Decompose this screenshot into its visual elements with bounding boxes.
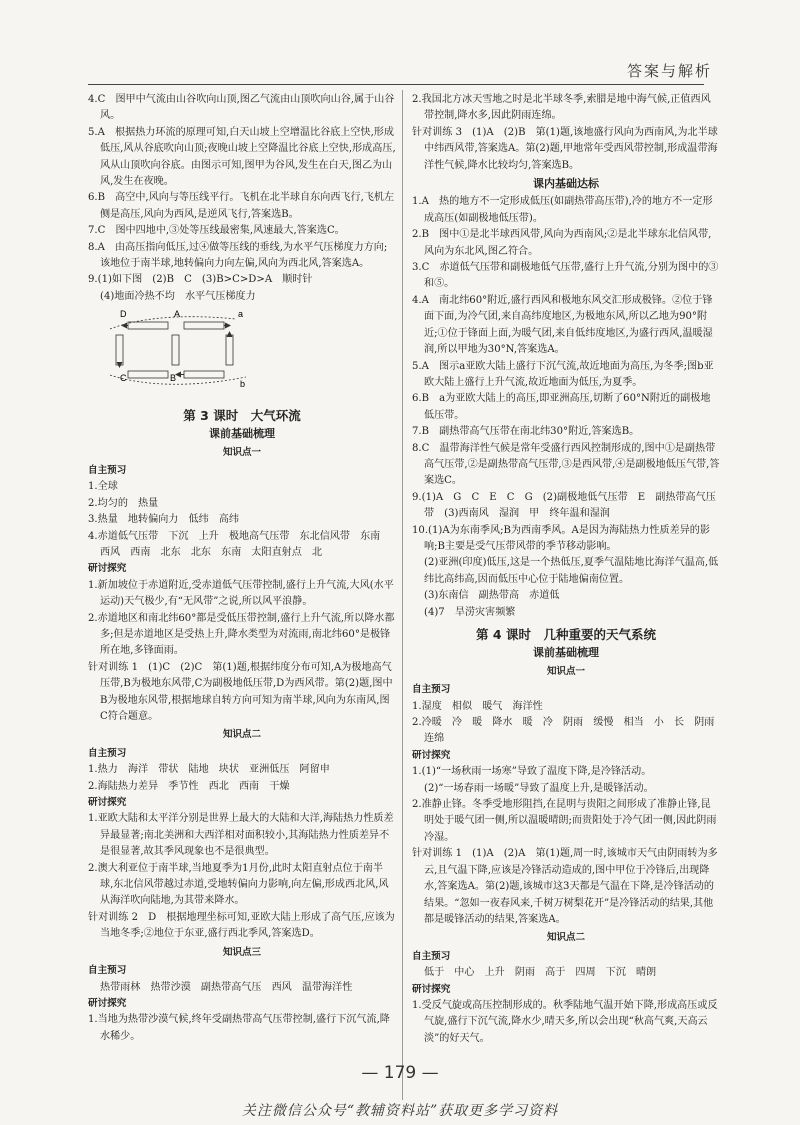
self-study-heading: 自主预习 — [412, 950, 451, 962]
lesson-4-title: 第 4 课时 几种重要的天气系统 — [476, 627, 656, 642]
in-class-item: 2.B 图中①是北半球西风带,风向为西南风;②是北半球东北信风带,风向为东北风,图乙符合。 — [412, 229, 712, 257]
self-study-heading: 自主预习 — [412, 684, 451, 696]
answer-9-part4: (4)地面冷热不均 水平气压梯度力 — [100, 290, 256, 302]
footer-note: 关注微信公众号“教辅资料站”获取更多学习资料 — [241, 1103, 559, 1119]
in-class-item: (3)东南信 副热带高 赤道低 — [424, 590, 560, 602]
label-a: A — [174, 309, 181, 320]
label-b: B — [170, 373, 177, 384]
self-study-item: 1.湿度 相似 暖气 海洋性 — [412, 700, 543, 712]
self-study-item: 热带雨林 热带沙漠 副热带高气压 西风 温带海洋性 — [100, 981, 353, 993]
discussion-item: 2.赤道地区和南北纬60°都是受低压带控制,盛行上升气流,所以降水都多;但是赤道地区是受热上升,降水类型为对流雨,南北纬60°是极锋所在地,多锋面雨。 — [88, 612, 395, 657]
discussion-item: 1.新加坡位于赤道附近,受赤道低气压带控制,盛行上升气流,大风(水平运动)天气极少,有“无风带”之说,所以风平浪静。 — [88, 579, 394, 608]
answer-8: 8.A 由高压指向低压,过④做等压线的垂线,为水平气压梯度力方向;该地位于南半球,地转偏向力向左偏,风向为西北风,答案选A。 — [88, 241, 388, 270]
self-study-item: 2.冷暖 冷 暖 降水 暖 冷 阴雨 缓慢 相当 小 长 阴雨连绵 — [412, 717, 715, 745]
knowledge-point-3: 知识点三 — [222, 946, 261, 958]
self-study-heading: 自主预习 — [88, 464, 127, 476]
discussion-item: 1.亚欧大陆和太平洋分别是世界上最大的大陆和大洋,海陆热力性质差异最显著;南北美洲和大西洋相对面积较小,其海陆热力性质差异不是很显著,故其季风现象也不是很典型。 — [88, 813, 394, 858]
self-study-heading: 自主预习 — [88, 965, 127, 977]
in-class-item: 8.C 温带海洋性气候是常年受盛行西风控制形成的,图中①是副热带高气压带,②是副热带高气压带,③是西风带,④是副极地低压气带,答案选C。 — [412, 442, 720, 487]
discussion-heading: 研讨探究 — [88, 797, 127, 809]
answer-7: 7.C 图中四地中,③处等压线最密集,风速最大,答案选C。 — [88, 225, 345, 237]
in-class-heading: 课内基础达标 — [533, 177, 599, 191]
in-class-item: 4.A 南北纬60°附近,盛行西风和极地东风交汇形成极锋。②位于锋面下面,为冷气团,来自高纬度地区,为极地东风,所以乙地为90°附近;①位于锋面上面,为暖气团,来自低纬度地区,为盛行西风,温暖湿润,所以甲地为30°N,答案选A。 — [412, 294, 713, 356]
practice-2: 针对训练 2 D 根据地理坐标可知,亚欧大陆上形成了高气压,应该为当地冬季;②地位于东亚,盛行西北季风,答案选D。 — [88, 911, 395, 940]
discussion-heading: 研讨探究 — [412, 749, 451, 761]
in-class-item: (2)亚洲(印度)低压,这是一个热低压,夏季气温陆地比海洋气温高,低纬比高纬高,因而低压中心位于陆地偏南位置。 — [424, 557, 719, 585]
in-class-item: 10.(1)A为东南季风;B为西南季风。A是因为海陆热力性质差异的影响;B主要是受气压带风带的季节移动影响。 — [412, 524, 710, 552]
discussion-item: 1.当地为热带沙漠气候,终年受副热带高气压带控制,盛行下沉气流,降水稀少。 — [88, 1014, 390, 1042]
in-class-item: 7.B 副热带高气压带在南北纬30°附近,答案选B。 — [412, 426, 640, 438]
discussion-item: 2.准静止锋。冬季受地形阻挡,在昆明与贵阳之间形成了准静止锋,昆明处于暖气团一侧,所以温暖晴朗;而贵阳处于冷气团一侧,因此阴雨冷湿。 — [412, 799, 717, 843]
answer-6: 6.B 高空中,风向与等压线平行。飞机在北半球自东向西飞行,飞机左侧是高压,风向为西风,是逆风飞行,答案选B。 — [88, 192, 395, 220]
in-class-item: 1.A 热的地方不一定形成低压(如副热带高压带),冷的地方不一定形成高压(如副极地低压带)。 — [412, 196, 713, 224]
discussion-heading: 研讨探究 — [412, 983, 451, 995]
discussion-item: 2.澳大利亚位于南半球,当地夏季为1月份,此时太阳直射点位于南半球,东北信风带越过赤道,受地转偏向力影响,向左偏,形成西北风,风从海洋吹向陆地,为其带来降水。 — [88, 862, 389, 907]
knowledge-point-2: 知识点二 — [222, 729, 261, 741]
self-study-item: 3.热量 地转偏向力 低纬 高纬 — [88, 514, 239, 526]
discussion-heading: 研讨探究 — [88, 563, 127, 575]
self-study-item: 4.赤道低气压带 下沉 上升 极地高气压带 东北信风带 东南 西风 西南 北东 北东 东南 太阳直射点 北 — [88, 530, 391, 558]
header-title: 答案与解析 — [626, 62, 712, 80]
in-class-item: 3.C 赤道低气压带和副极地低气压带,盛行上升气流,分别为图中的③和⑤。 — [412, 262, 719, 290]
discussion-item: 1.(1)“一场秋雨一场寒”导致了温度下降,是冷锋活动。 — [412, 766, 652, 778]
page-number: — 179 — — [361, 1063, 439, 1083]
discussion-item: 1.受反气旋或高压控制形成的。秋季陆地气温开始下降,形成高压或反气旋,盛行下沉气流,降水少,晴天多,所以会出现“秋高气爽,天高云淡”的好天气。 — [412, 999, 718, 1044]
in-class-item: 9.(1)A G C E C G (2)副极地低气压带 E 副热带高气压带 (3)西南风 湿润 甲 终年温和湿润 — [412, 491, 716, 520]
lesson-3-subtitle: 课前基础梳理 — [209, 427, 275, 441]
right-column — [412, 92, 720, 1047]
self-study-item: 1.全球 — [88, 481, 118, 493]
knowledge-point-1: 知识点一 — [546, 665, 585, 677]
label-a-small: a — [238, 309, 244, 320]
in-class-item: (4)7 旱涝灾害频繁 — [424, 606, 516, 618]
answer-4: 4.C 图甲中气流由山谷吹向山顶,图乙气流由山顶吹向山谷,属于山谷风。 — [88, 94, 395, 122]
label-d: D — [120, 309, 127, 320]
self-study-item: 2.海陆热力差异 季节性 西北 西南 干燥 — [88, 780, 290, 792]
in-class-item: 5.A 图示a亚欧大陆上盛行下沉气流,故近地面为高压,为冬季;图b亚欧大陆上盛行上升气流,故近地面为低压,为夏季。 — [412, 360, 714, 388]
self-study-item: 2.均匀的 热量 — [88, 497, 159, 509]
lesson-4-subtitle: 课前基础梳理 — [533, 646, 599, 660]
self-study-item: 低于 中心 上升 阴雨 高于 四周 下沉 晴朗 — [424, 967, 657, 979]
self-study-heading: 自主预习 — [88, 747, 127, 759]
discussion-heading: 研讨探究 — [88, 997, 127, 1009]
practice-3: 针对训练 3 (1)A (2)B 第(1)题,该地盛行风向为西南风,为北半球中纬西风带,答案选A。第(2)题,甲地常年受西风带控制,形成温带海洋性气候,降水比较均匀,答案选B。 — [412, 126, 718, 171]
in-class-item: 6.B a为亚欧大陆上的高压,即亚洲高压,切断了60°N附近的副极地低压带。 — [412, 393, 711, 421]
lesson-3-title: 第 3 课时 大气环流 — [183, 407, 301, 423]
column-divider — [402, 90, 403, 1100]
thermal-circulation-diagram — [106, 307, 256, 391]
answer-5: 5.A 根据热力环流的原理可知,白天山坡上空增温比谷底上空快,形成低压,风从谷底吹向山顶;夜晚山坡上空降温比谷底上空快,形成高压,风从山顶吹向谷底。由图示可知,图甲为谷风,发生在白天,图乙为山风,发生在夜晚。 — [88, 126, 396, 188]
header-rule — [88, 84, 704, 85]
practice-1: 针对训练 1 (1)C (2)C 第(1)题,根据纬度分布可知,A为极地高气压带,B为极地东风带,C为副极地低压带,D为西风带。第(2)题,图中B为极地东风带,根据地球自转方向可知为南半球,风向为东南风,图C符合题意。 — [88, 661, 393, 722]
left-column — [88, 92, 396, 1045]
answer-9: 9.(1)如下图 (2)B C (3)B>C>D>A 顺时针 — [88, 274, 313, 286]
knowledge-point-2: 知识点二 — [546, 932, 585, 944]
practice-1: 针对训练 1 (1)A (2)A 第(1)题,周一时,该城市天气由阴雨转为多云,且气温下降,应该是冷锋活动造成的,图中甲位于冷锋后,出现降水,答案选A。第(2)题,该城市这3天都是气温在下降,是冷锋活动的结果。“忽如一夜春风来,千树万树梨花开”是冷锋活动的结果,其他都是暖锋活动的结果,答案选A。 — [412, 848, 718, 925]
self-study-item: 1.热力 海洋 带状 陆地 块状 亚洲低压 阿留申 — [88, 764, 330, 776]
label-c: C — [120, 373, 127, 384]
label-b-small: b — [240, 379, 246, 390]
knowledge-point-1: 知识点一 — [222, 446, 261, 458]
discussion-item: (2)“一场春雨一场暖”导致了温度上升,是暖锋活动。 — [424, 782, 654, 794]
discussion-item: 2.我国北方冰天雪地之时是北半球冬季,索腊是地中海气候,正值西风带控制,降水多,因此阴雨连绵。 — [412, 94, 711, 122]
